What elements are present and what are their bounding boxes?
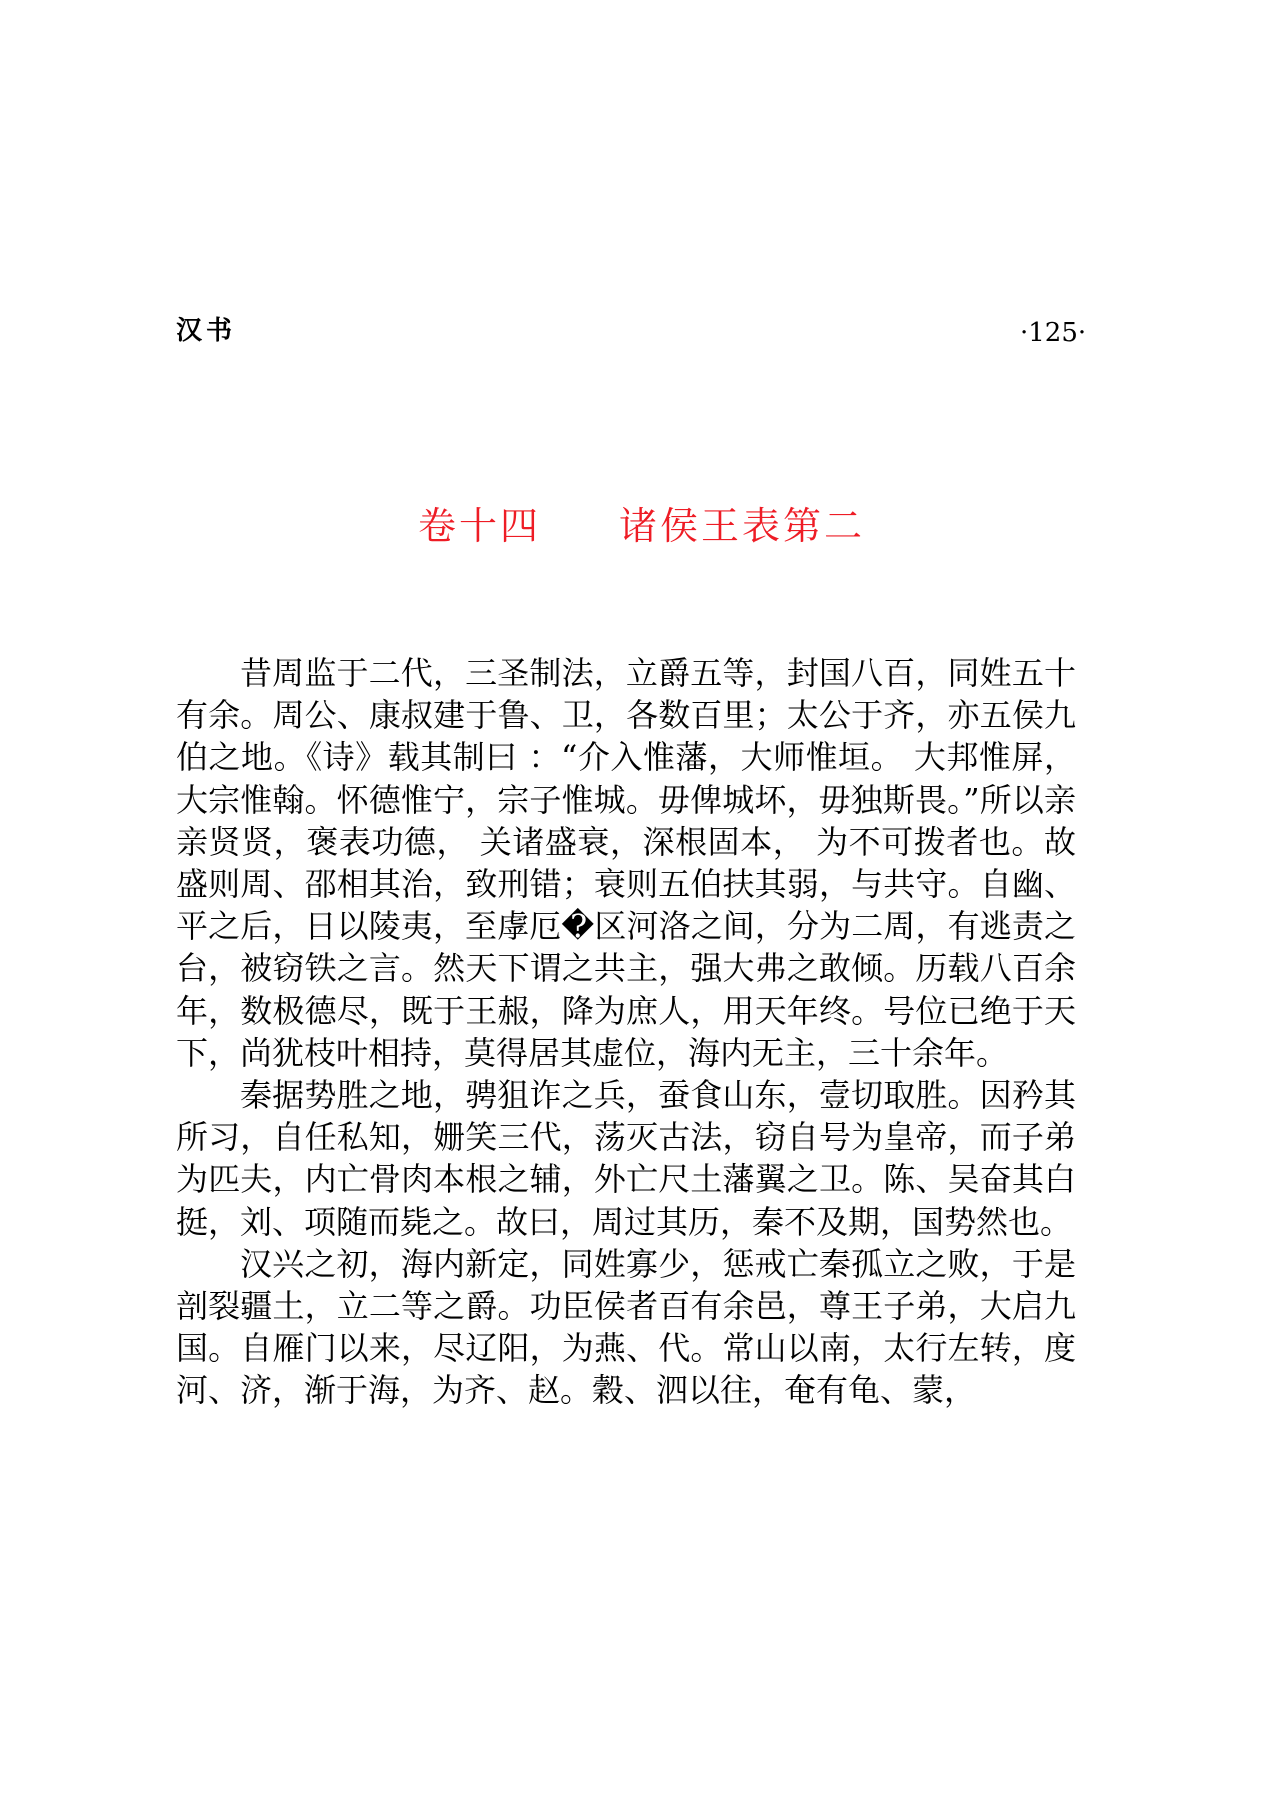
- body-text: [176, 652, 1076, 1412]
- chapter-title: 诸侯王表第二: [619, 504, 866, 548]
- page-number: ·125·: [1020, 318, 1087, 348]
- running-header-book-title: 汉书: [176, 316, 237, 346]
- paragraph-3: 汉兴之初，海内新定，同姓寡少，惩戒亡秦孤立之败，于是剖裂疆土，立二等之爵。功臣侯者百有余邑，尊王子弟，大启九国。自雁门以来，尽辽阳，为燕、代。常山以南，太行左转，度河、济，渐于海，为齐、赵。穀、泗以往，奄有龟、蒙，: [176, 1244, 1076, 1410]
- paragraph-1: 昔周监于二代，三圣制法，立爵五等，封国八百，同姓五十有余。周公、康叔建于鲁、卫，各数百里；太公于齐，亦五侯九伯之地。《诗》载其制曰 ：“介入惟藩，大师惟垣。 大邦惟屏，大宗惟翰。怀德惟宁，宗子惟城。毋俾城坏，毋独斯畏。”所以亲亲贤贤，褒表功德， 关诸盛衰，深根固本， 为不可拨者也。故盛则周、邵相其治，致刑错；衰则五伯扶其弱，与共守。自幽、平之后，日以陵夷，至虖厄�区河洛之间，分为二周，有逃责之台，被窃铁之言。然天下谓之共主，强大弗之敢倾。历载八百余年，数极德尽，既于王赧，降为庶人，用天年终。号位已绝于天下，尚犹枝叶相持，莫得居其虚位，海内无主，三十余年。: [176, 654, 1076, 1072]
- paragraph-2: 秦据势胜之地，骋狙诈之兵，蚕食山东，壹切取胜。因矜其所习，自任私知，姗笑三代，荡灭古法，窃自号为皇帝，而子弟为匹夫，内亡骨肉本根之辅，外亡尺土藩翼之卫。陈、吴奋其白挺，刘、项随而毙之。故曰，周过其历，秦不及期，国势然也。: [176, 1076, 1076, 1241]
- chapter-heading: [0, 500, 1283, 552]
- chapter-volume: 卷十四: [417, 504, 541, 548]
